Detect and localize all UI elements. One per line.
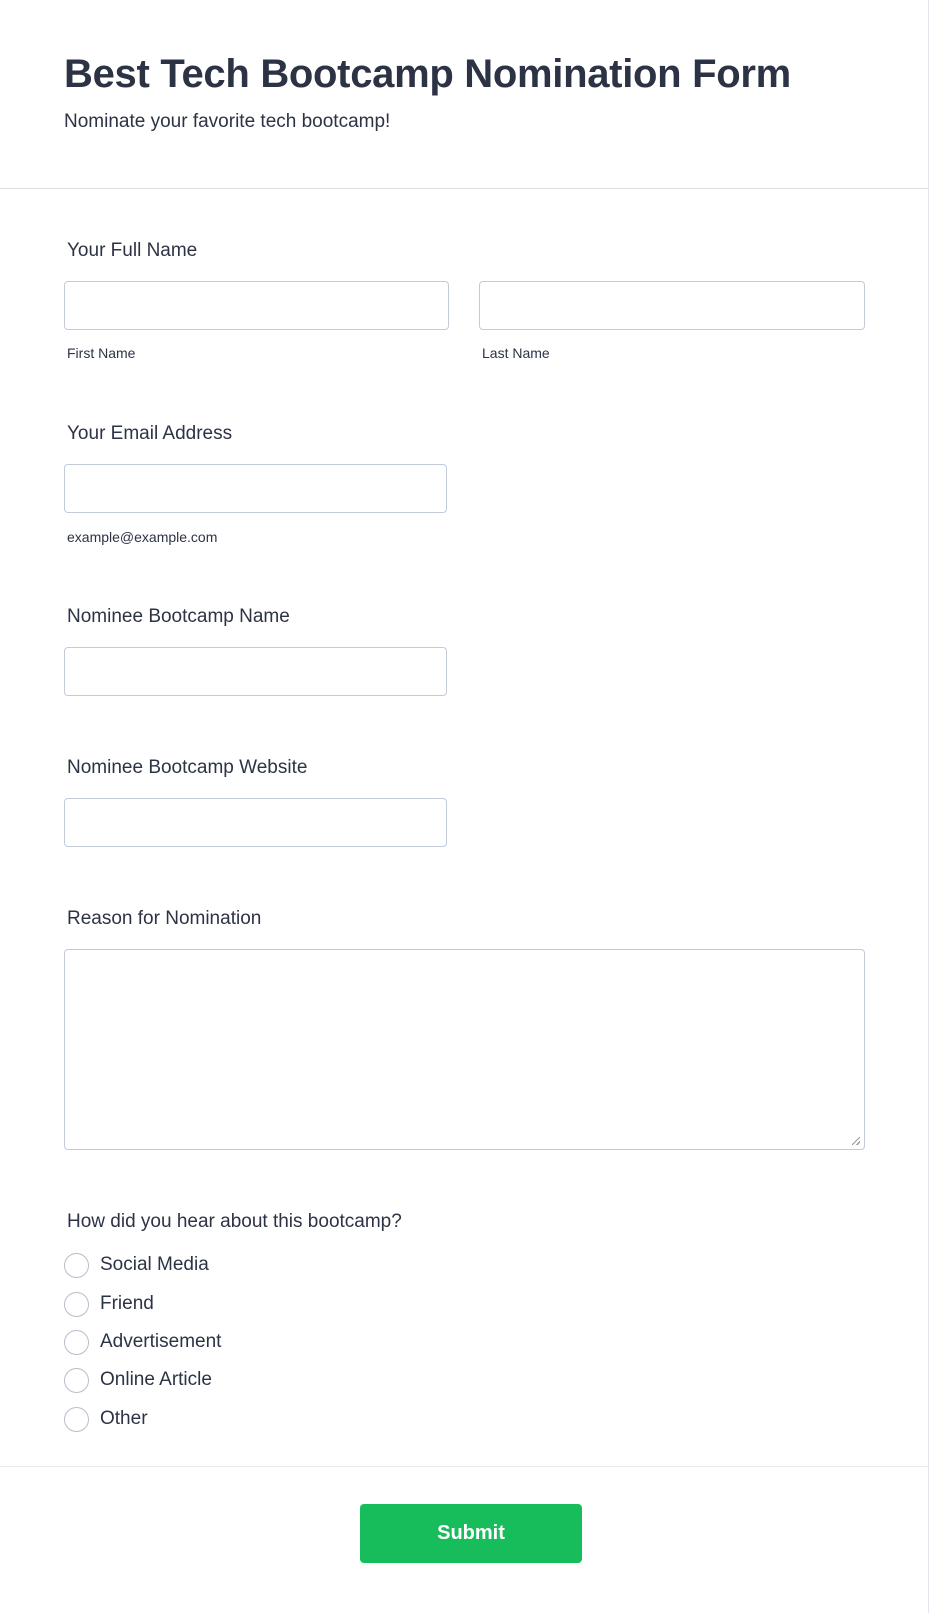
reason-label: Reason for Nomination [67, 908, 262, 929]
radio-icon[interactable] [64, 1407, 89, 1432]
divider [0, 188, 929, 189]
reason-textarea[interactable] [64, 949, 865, 1150]
full-name-label: Your Full Name [67, 240, 198, 261]
divider [0, 1466, 929, 1467]
radio-option-online-article[interactable]: Online Article [64, 1367, 212, 1393]
source-question-label: How did you hear about this bootcamp? [67, 1211, 402, 1232]
radio-option-social-media[interactable]: Social Media [64, 1252, 209, 1278]
resize-handle-icon[interactable] [852, 1137, 860, 1145]
radio-option-friend[interactable]: Friend [64, 1291, 154, 1317]
bootcamp-name-input[interactable] [64, 647, 447, 696]
form-subtitle: Nominate your favorite tech bootcamp! [64, 111, 391, 132]
radio-icon[interactable] [64, 1253, 89, 1278]
radio-icon[interactable] [64, 1330, 89, 1355]
bootcamp-name-label: Nominee Bootcamp Name [67, 606, 290, 627]
email-input[interactable] [64, 464, 447, 513]
last-name-input[interactable] [479, 281, 865, 330]
bootcamp-website-input[interactable] [64, 798, 447, 847]
first-name-sublabel: First Name [67, 345, 136, 361]
radio-option-advertisement[interactable]: Advertisement [64, 1329, 221, 1355]
last-name-sublabel: Last Name [482, 345, 550, 361]
form-title: Best Tech Bootcamp Nomination Form [64, 52, 791, 96]
submit-button[interactable]: Submit [360, 1504, 582, 1563]
bootcamp-website-label: Nominee Bootcamp Website [67, 757, 308, 778]
email-sublabel: example@example.com [67, 529, 218, 545]
first-name-input[interactable] [64, 281, 449, 330]
radio-icon[interactable] [64, 1292, 89, 1317]
email-label: Your Email Address [67, 423, 233, 444]
radio-icon[interactable] [64, 1368, 89, 1393]
radio-option-other[interactable]: Other [64, 1406, 148, 1432]
